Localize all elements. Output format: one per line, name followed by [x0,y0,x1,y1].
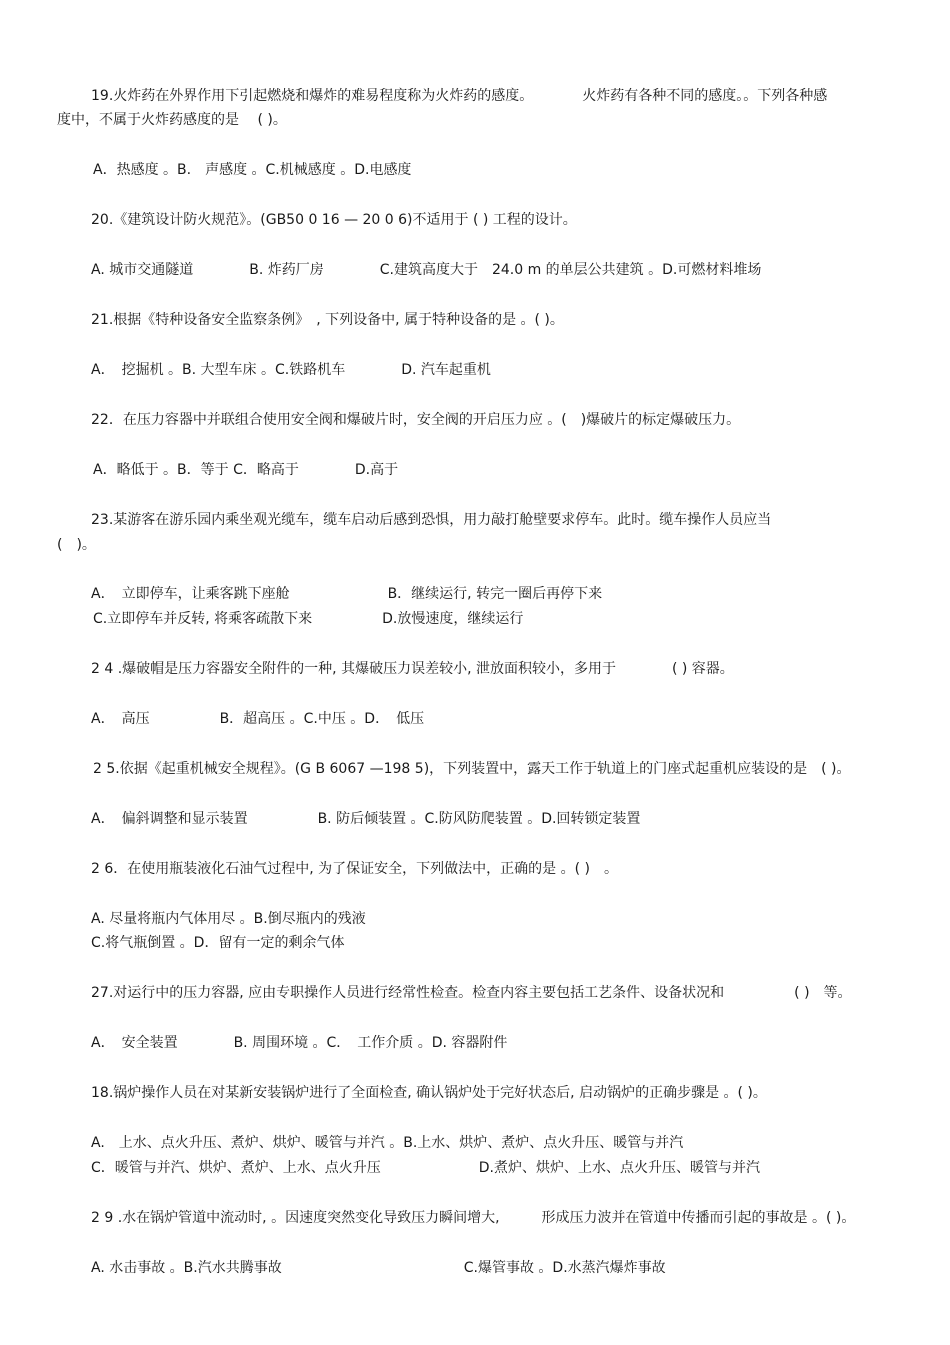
question-options-line: C．暖管与并汽、烘炉、煮炉、上水、点火升压 D.煮炉、烘炉、上水、点火升压、暖管与并汽 [91,1160,761,1176]
question-stem-line: 18.锅炉操作人员在对某新安装锅炉进行了全面检查, 确认锅炉处于完好状态后, 启动锅炉的正确步骤是 。( )。 [91,1085,767,1101]
question-stem-line: 22．在压力容器中并联组合使用安全阀和爆破片时，安全阀的开启压力应 。( )爆破片的标定爆破压力。 [91,412,741,428]
question-options-line: A．略低于 。B．等于 C．略高于 D.高于 [93,462,399,478]
question-stem-line: 21.根据《特种设备安全监察条例》 , 下列设备中, 属于特种设备的是 。( )。 [91,312,564,328]
question-options-line: A. 上水、点火升压、煮炉、烘炉、暖管与并汽 。B.上水、烘炉、煮炉、点火升压、暖管与并汽 [91,1135,684,1151]
question-options-line: A. 水击事故 。B.汽水共腾事故 C.爆管事故 。D.水蒸汽爆炸事故 [91,1260,666,1276]
question-options-line: A． 安全装置 B. 周围环境 。C． 工作介质 。D. 容器附件 [91,1035,508,1051]
question-stem-line: 2 4 .爆破帽是压力容器安全附件的一种, 其爆破压力误差较小, 泄放面积较小，多用于 ( ) 容器。 [91,661,734,677]
question-options-line: A． 偏斜调整和显示装置 B. 防后倾装置 。C.防风防爬装置 。D.回转锁定装置 [91,811,641,827]
question-stem-line: 2 9 .水在锅炉管道中流动时, 。因速度突然变化导致压力瞬间增大, 形成压力波并在管道中传播而引起的事故是 。( )。 [91,1210,856,1226]
question-stem-line: 23.某游客在游乐园内乘坐观光缆车，缆车启动后感到恐惧，用力敲打舱壁要求停车。此时。缆车操作人员应当 [91,512,772,528]
question-options-line: C.将气瓶倒置 。D．留有一定的剩余气体 [91,935,345,951]
question-stem-line: 2 6．在使用瓶装液化石油气过程中, 为了保证安全，下列做法中，正确的是 。( ) 。 [91,861,618,877]
question-stem-line: 度中，不属于火炸药感度的是 ( )。 [57,112,287,128]
question-stem-line: 2 5.依据《起重机械安全规程》。(G B 6067 —198 5)，下列装置中，露天工作于轨道上的门座式起重机应装设的是 ( )。 [93,761,851,777]
question-options-line: A． 挖掘机 。B. 大型车床 。C.铁路机车 D. 汽车起重机 [91,362,491,378]
question-options-line: C.立即停车并反转, 将乘客疏散下来 D.放慢速度，继续运行 [93,611,524,627]
question-options-line: A．热感度 。B. 声感度 。C.机械感度 。D.电感度 [93,162,412,178]
question-stem-line: 20.《建筑设计防火规范》。(GB50 0 16 — 20 0 6)不适用于 ( ) 工程的设计。 [91,212,577,228]
question-stem-line: 19.火炸药在外界作用下引起燃烧和爆炸的难易程度称为火炸药的感度。 火炸药有各种不同的感度。。下列各种感 [91,88,828,104]
question-stem-line: 27.对运行中的压力容器, 应由专职操作人员进行经常性检查。检查内容主要包括工艺条件、设备状况和 ( ) 等。 [91,985,852,1001]
question-options-line: A． 高压 B．超高压 。C.中压 。D． 低压 [91,711,425,727]
question-options-line: A. 尽量将瓶内气体用尽 。B.倒尽瓶内的残液 [91,911,366,927]
question-options-line: A． 立即停车，让乘客跳下座舱 B．继续运行, 转完一圈后再停下来 [91,586,603,602]
question-stem-line: ( )。 [57,537,96,553]
question-options-line: A. 城市交通隧道 B. 炸药厂房 C.建筑高度大于 24.0 m 的单层公共建筑 。D.可燃材料堆场 [91,262,762,278]
